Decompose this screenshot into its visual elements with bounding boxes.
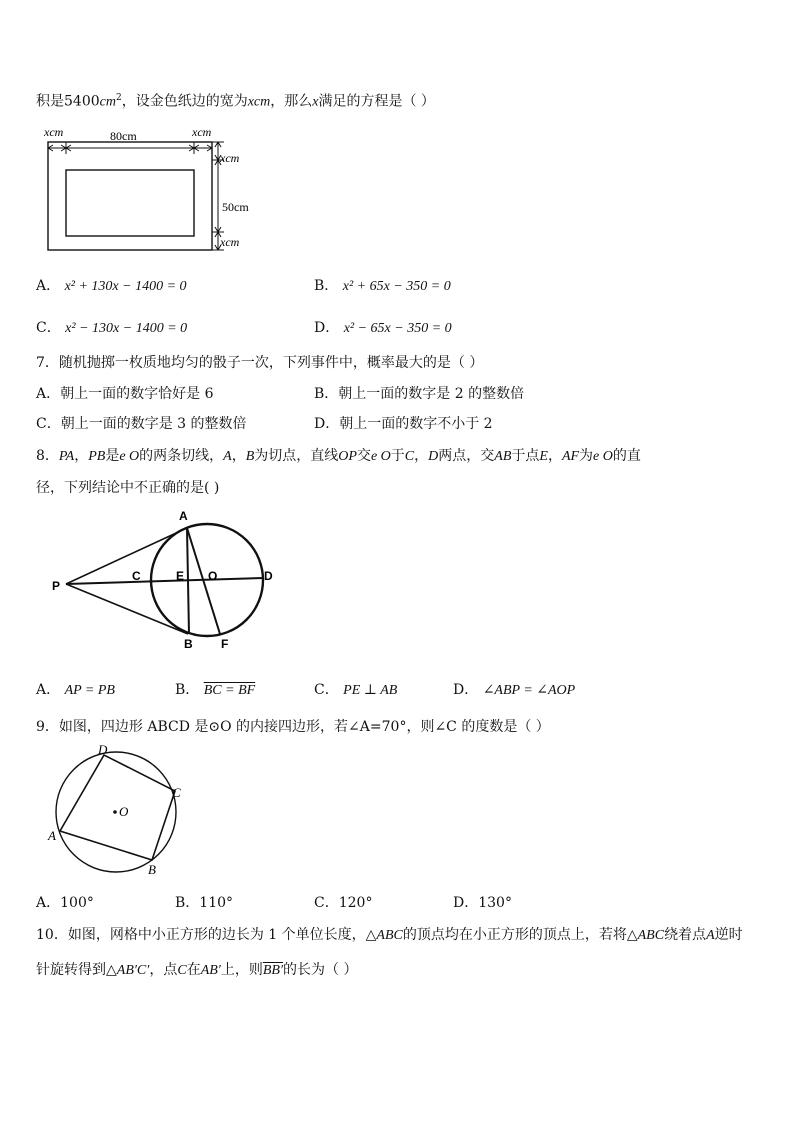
q7-option-d[interactable]: D．朝上一面的数字不小于 2	[314, 416, 493, 432]
q9-option-a[interactable]: A．100°	[36, 895, 94, 911]
pt-a: A	[48, 828, 56, 843]
q6-area-number: 5400	[64, 93, 100, 110]
quadrilateral-abcd	[60, 755, 175, 860]
q7-option-a[interactable]: A．朝上一面的数字恰好是 6	[36, 386, 214, 402]
pt-p: P	[52, 579, 61, 593]
q7-option-c[interactable]: C．朝上一面的数字是 3 的整数倍	[36, 416, 247, 432]
q6-text: 满足的方程是（ ）	[318, 93, 435, 110]
outer-frame	[48, 142, 212, 250]
q6-x-var: x	[312, 94, 319, 110]
q9-stem: 9．如图，四边形 ABCD 是⊙O 的内接四边形，若∠A=70°，则∠C 的度数是（ ）	[36, 719, 550, 735]
tangent-pb	[66, 584, 188, 634]
tangent-pa	[66, 528, 187, 584]
q8-option-a[interactable]: A． AP = PB	[36, 682, 115, 698]
line-pd	[66, 578, 263, 584]
q6-option-d[interactable]: D． x² − 65x − 350 = 0	[314, 320, 452, 336]
pt-c: C	[132, 569, 141, 583]
pt-b: B	[148, 862, 156, 877]
q8-option-d[interactable]: D． ∠ABP = ∠AOP	[453, 682, 576, 698]
pt-c: C	[172, 785, 181, 800]
pt-o: O	[119, 804, 129, 819]
q6-option-b[interactable]: B． x² + 65x − 350 = 0	[314, 278, 451, 294]
chord-ab	[187, 528, 189, 634]
q10-stem-line1: 10．如图，网格中小正方形的边长为 1 个单位长度，△ABC的顶点均在小正方形的顶点上，若将△ABC绕着点A逆时	[36, 927, 743, 943]
pt-e: E	[176, 569, 185, 583]
q6-area-unit: cm	[99, 94, 116, 110]
label-left-xcm: xcm	[44, 125, 64, 139]
q6-text: ，设金色纸边的宽为	[121, 93, 248, 110]
label-50cm: 50cm	[222, 200, 249, 214]
center-dot	[113, 810, 117, 814]
q9-option-d[interactable]: D．130°	[453, 895, 512, 911]
q6-area-exponent: 2	[115, 93, 122, 103]
label-right-xcm: xcm	[192, 125, 212, 139]
q10-stem-line2: 针旋转得到△AB′C′，点C在AB′上，则BB′的长为（ ）	[36, 962, 358, 978]
inner-picture	[66, 170, 194, 236]
q7-stem: 7．随机抛掷一枚质地均匀的骰子一次，下列事件中，概率最大的是（ ）	[36, 355, 484, 371]
pt-a: A	[179, 509, 188, 523]
q8-stem-line1: 8．PA，PB是e O的两条切线，A，B为切点，直线OP交e O于C，D两点，交AB于点E，AF为e O的直	[36, 448, 641, 464]
q8-option-b[interactable]: B． BC = BF	[175, 682, 256, 698]
q6-option-c[interactable]: C． x² − 130x − 1400 = 0	[36, 320, 188, 336]
q9-option-b[interactable]: B．110°	[175, 895, 234, 911]
label-80cm: 80cm	[110, 129, 137, 143]
q6-width-var: xcm	[247, 94, 271, 110]
label-top-xcm: xcm	[220, 151, 240, 165]
q8-stem-line2: 径，下列结论中不正确的是( )	[36, 480, 220, 496]
q9-option-c[interactable]: C．120°	[314, 895, 373, 911]
q9-figure	[44, 740, 204, 880]
pt-d: D	[98, 742, 108, 757]
q6-option-a[interactable]: A． x² + 130x − 1400 = 0	[36, 278, 187, 294]
q8-figure	[44, 506, 294, 656]
pt-f: F	[221, 637, 229, 651]
pt-o: O	[208, 569, 218, 583]
q6-figure	[36, 122, 296, 262]
q8-option-c[interactable]: C． PE ⊥ AB	[314, 682, 398, 698]
q6-text: ，那么	[270, 93, 313, 110]
q6-stem	[36, 88, 435, 113]
label-bottom-xcm: xcm	[220, 235, 240, 249]
pt-b: B	[184, 637, 193, 651]
q7-option-b[interactable]: B．朝上一面的数字是 2 的整数倍	[314, 386, 525, 402]
q6-text: 积是	[36, 93, 64, 110]
pt-d: D	[264, 569, 273, 583]
